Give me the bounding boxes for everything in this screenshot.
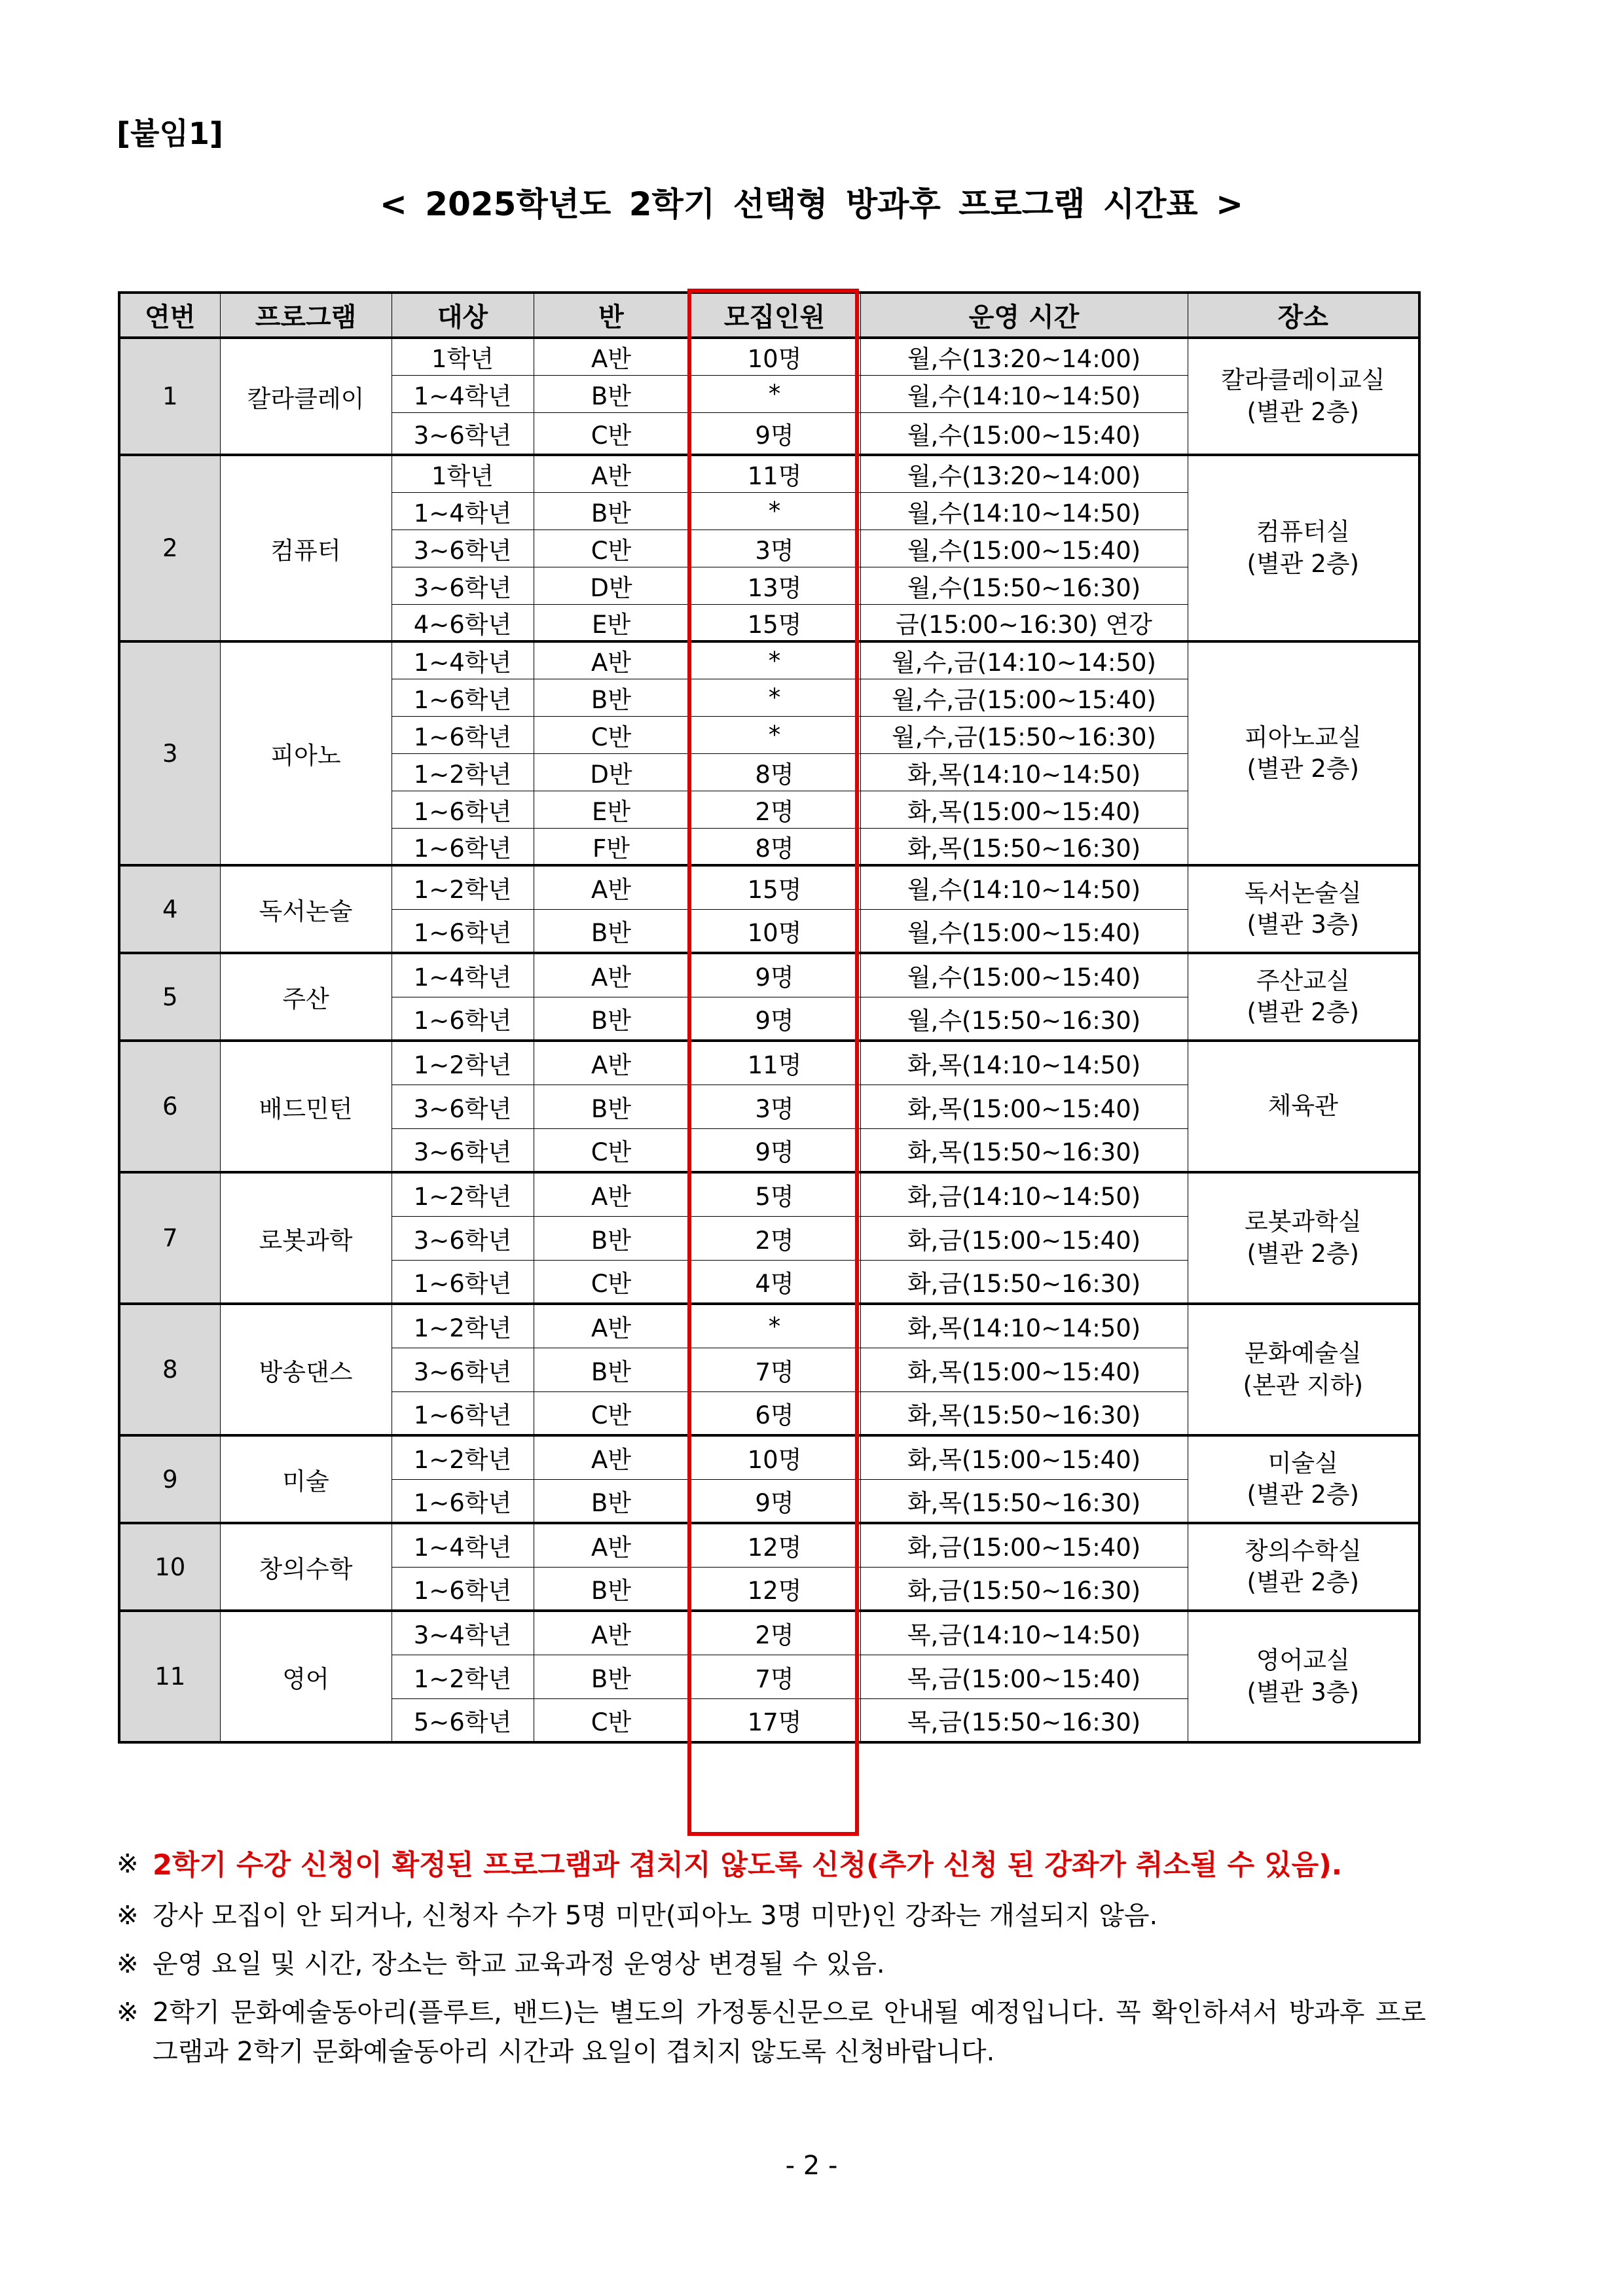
cell-place: 미술실 (별관 2층) bbox=[1188, 1435, 1419, 1523]
note-item bbox=[117, 1896, 1426, 1935]
header-cell-capacity: 모집인원 bbox=[689, 293, 860, 338]
cell-target: 1~6학년 bbox=[392, 679, 534, 716]
table-row bbox=[119, 455, 1419, 492]
cell-target: 1~2학년 bbox=[392, 1172, 534, 1216]
cell-target: 3~4학년 bbox=[392, 1611, 534, 1655]
cell-target: 1~2학년 bbox=[392, 1435, 534, 1479]
cell-class: A반 bbox=[534, 1523, 689, 1567]
cell-target: 1~6학년 bbox=[392, 909, 534, 953]
cell-place: 영어교실 (별관 3층) bbox=[1188, 1611, 1419, 1742]
cell-target: 4~6학년 bbox=[392, 604, 534, 641]
table-row bbox=[119, 1304, 1419, 1348]
cell-target: 1~6학년 bbox=[392, 1479, 534, 1523]
cell-time: 금(15:00~16:30) 연강 bbox=[860, 604, 1188, 641]
cell-class: E반 bbox=[534, 791, 689, 828]
cell-place: 창의수학실 (별관 2층) bbox=[1188, 1523, 1419, 1611]
cell-class: C반 bbox=[534, 1698, 689, 1742]
header-cell-no: 연번 bbox=[119, 293, 220, 338]
cell-capacity: 10명 bbox=[689, 338, 860, 375]
cell-time: 목,금(14:10~14:50) bbox=[860, 1611, 1188, 1655]
cell-capacity: 7명 bbox=[689, 1348, 860, 1391]
cell-time: 월,수(13:20~14:00) bbox=[860, 455, 1188, 492]
cell-place: 로봇과학실 (별관 2층) bbox=[1188, 1172, 1419, 1304]
cell-time: 월,수(15:00~15:40) bbox=[860, 953, 1188, 997]
cell-program: 창의수학 bbox=[220, 1523, 392, 1611]
attachment-label: [붙임1] bbox=[117, 116, 223, 151]
cell-target: 3~6학년 bbox=[392, 1348, 534, 1391]
cell-time: 목,금(15:50~16:30) bbox=[860, 1698, 1188, 1742]
cell-no: 5 bbox=[119, 953, 220, 1041]
cell-capacity: * bbox=[689, 679, 860, 716]
cell-class: A반 bbox=[534, 1304, 689, 1348]
cell-time: 화,금(15:00~15:40) bbox=[860, 1523, 1188, 1567]
cell-program: 영어 bbox=[220, 1611, 392, 1742]
cell-class: A반 bbox=[534, 865, 689, 909]
cell-program: 칼라클레이 bbox=[220, 338, 392, 455]
cell-no: 11 bbox=[119, 1611, 220, 1742]
cell-capacity: * bbox=[689, 1304, 860, 1348]
table-row bbox=[119, 1435, 1419, 1479]
cell-target: 1~6학년 bbox=[392, 1391, 534, 1435]
cell-no: 9 bbox=[119, 1435, 220, 1523]
page-title: < 2025학년도 2학기 선택형 방과후 프로그램 시간표 > bbox=[380, 185, 1243, 223]
cell-time: 월,수(14:10~14:50) bbox=[860, 492, 1188, 529]
cell-time: 화,목(14:10~14:50) bbox=[860, 1304, 1188, 1348]
cell-no: 1 bbox=[119, 338, 220, 455]
reference-mark-icon: ※ bbox=[117, 1849, 139, 1879]
cell-time: 월,수,금(15:00~15:40) bbox=[860, 679, 1188, 716]
cell-target: 1~6학년 bbox=[392, 828, 534, 865]
cell-class: B반 bbox=[534, 492, 689, 529]
cell-target: 1~2학년 bbox=[392, 1304, 534, 1348]
cell-time: 월,수,금(15:50~16:30) bbox=[860, 716, 1188, 753]
cell-capacity: 9명 bbox=[689, 412, 860, 455]
program-group bbox=[119, 338, 1419, 455]
cell-class: B반 bbox=[534, 1216, 689, 1260]
cell-target: 1~6학년 bbox=[392, 1567, 534, 1611]
cell-capacity: * bbox=[689, 492, 860, 529]
cell-capacity: 15명 bbox=[689, 865, 860, 909]
cell-no: 4 bbox=[119, 865, 220, 953]
cell-class: A반 bbox=[534, 1611, 689, 1655]
cell-capacity: 12명 bbox=[689, 1567, 860, 1611]
reference-mark-icon: ※ bbox=[117, 1948, 139, 1979]
schedule-table bbox=[118, 291, 1421, 1744]
cell-capacity: 9명 bbox=[689, 1128, 860, 1172]
cell-time: 화,목(15:50~16:30) bbox=[860, 1479, 1188, 1523]
program-group bbox=[119, 1611, 1419, 1742]
table-row bbox=[119, 953, 1419, 997]
note-text: 강사 모집이 안 되거나, 신청자 수가 5명 미만(피아노 3명 미만)인 강좌는 개설되지 않음. bbox=[153, 1900, 1158, 1931]
cell-target: 1학년 bbox=[392, 455, 534, 492]
cell-time: 월,수(13:20~14:00) bbox=[860, 338, 1188, 375]
table-row bbox=[119, 641, 1419, 679]
cell-class: A반 bbox=[534, 1435, 689, 1479]
cell-class: B반 bbox=[534, 909, 689, 953]
cell-capacity: 12명 bbox=[689, 1523, 860, 1567]
table-row bbox=[119, 1523, 1419, 1567]
cell-target: 1~4학년 bbox=[392, 492, 534, 529]
cell-time: 월,수(14:10~14:50) bbox=[860, 375, 1188, 412]
cell-time: 월,수(15:00~15:40) bbox=[860, 909, 1188, 953]
cell-program: 미술 bbox=[220, 1435, 392, 1523]
cell-place: 피아노교실 (별관 2층) bbox=[1188, 641, 1419, 865]
cell-program: 방송댄스 bbox=[220, 1304, 392, 1435]
cell-time: 월,수(15:00~15:40) bbox=[860, 412, 1188, 455]
cell-class: D반 bbox=[534, 567, 689, 604]
cell-capacity: 2명 bbox=[689, 1216, 860, 1260]
header-cell-place: 장소 bbox=[1188, 293, 1419, 338]
cell-class: B반 bbox=[534, 679, 689, 716]
cell-capacity: * bbox=[689, 375, 860, 412]
note-text: 2학기 수강 신청이 확정된 프로그램과 겹치지 않도록 신청(추가 신청 된 강좌가 취소될 수 있음). bbox=[153, 1849, 1343, 1882]
cell-capacity: 4명 bbox=[689, 1260, 860, 1304]
cell-class: A반 bbox=[534, 1172, 689, 1216]
cell-target: 1~4학년 bbox=[392, 641, 534, 679]
cell-class: B반 bbox=[534, 375, 689, 412]
cell-time: 화,목(15:50~16:30) bbox=[860, 1128, 1188, 1172]
cell-capacity: 3명 bbox=[689, 529, 860, 567]
cell-class: E반 bbox=[534, 604, 689, 641]
cell-class: B반 bbox=[534, 1348, 689, 1391]
cell-time: 화,금(15:50~16:30) bbox=[860, 1567, 1188, 1611]
cell-target: 3~6학년 bbox=[392, 529, 534, 567]
note-text: 2학기 문화예술동아리(플루트, 밴드)는 별도의 가정통신문으로 안내될 예정입니다. 꼭 확인하셔서 방과후 프로그램과 2학기 문화예술동아리 시간과 요일이 겹치지 않도록 신청바랍니다. bbox=[153, 1997, 1426, 2067]
cell-program: 로봇과학 bbox=[220, 1172, 392, 1304]
program-group bbox=[119, 1435, 1419, 1523]
cell-time: 화,목(15:00~15:40) bbox=[860, 1348, 1188, 1391]
cell-no: 3 bbox=[119, 641, 220, 865]
cell-capacity: 10명 bbox=[689, 1435, 860, 1479]
cell-class: A반 bbox=[534, 1041, 689, 1085]
cell-place: 체육관 bbox=[1188, 1041, 1419, 1172]
cell-time: 월,수,금(14:10~14:50) bbox=[860, 641, 1188, 679]
table-row bbox=[119, 1172, 1419, 1216]
cell-target: 3~6학년 bbox=[392, 1128, 534, 1172]
cell-capacity: 8명 bbox=[689, 753, 860, 791]
cell-capacity: * bbox=[689, 716, 860, 753]
program-group bbox=[119, 1304, 1419, 1435]
cell-target: 3~6학년 bbox=[392, 1085, 534, 1128]
cell-class: B반 bbox=[534, 1479, 689, 1523]
cell-capacity: 2명 bbox=[689, 791, 860, 828]
cell-class: B반 bbox=[534, 1655, 689, 1698]
cell-capacity: 9명 bbox=[689, 1479, 860, 1523]
cell-class: C반 bbox=[534, 529, 689, 567]
cell-no: 7 bbox=[119, 1172, 220, 1304]
cell-place: 컴퓨터실 (별관 2층) bbox=[1188, 455, 1419, 641]
table-row bbox=[119, 1611, 1419, 1655]
cell-time: 월,수(15:00~15:40) bbox=[860, 529, 1188, 567]
cell-time: 화,금(15:50~16:30) bbox=[860, 1260, 1188, 1304]
cell-time: 월,수(15:50~16:30) bbox=[860, 567, 1188, 604]
cell-class: F반 bbox=[534, 828, 689, 865]
program-group bbox=[119, 953, 1419, 1041]
cell-class: B반 bbox=[534, 1567, 689, 1611]
cell-class: C반 bbox=[534, 412, 689, 455]
cell-no: 2 bbox=[119, 455, 220, 641]
cell-time: 화,목(15:00~15:40) bbox=[860, 791, 1188, 828]
cell-class: C반 bbox=[534, 1260, 689, 1304]
cell-capacity: 7명 bbox=[689, 1655, 860, 1698]
table-row bbox=[119, 1041, 1419, 1085]
cell-target: 3~6학년 bbox=[392, 567, 534, 604]
cell-capacity: 5명 bbox=[689, 1172, 860, 1216]
cell-time: 화,금(15:00~15:40) bbox=[860, 1216, 1188, 1260]
header-cell-class: 반 bbox=[534, 293, 689, 338]
reference-mark-icon: ※ bbox=[117, 1900, 139, 1931]
cell-target: 1~6학년 bbox=[392, 716, 534, 753]
cell-target: 3~6학년 bbox=[392, 1216, 534, 1260]
table-row bbox=[119, 865, 1419, 909]
cell-target: 1~2학년 bbox=[392, 1655, 534, 1698]
note-text: 운영 요일 및 시간, 장소는 학교 교육과정 운영상 변경될 수 있음. bbox=[153, 1948, 885, 1979]
cell-time: 화,목(15:50~16:30) bbox=[860, 828, 1188, 865]
cell-no: 8 bbox=[119, 1304, 220, 1435]
cell-class: B반 bbox=[534, 1085, 689, 1128]
cell-capacity: 9명 bbox=[689, 953, 860, 997]
cell-no: 10 bbox=[119, 1523, 220, 1611]
cell-time: 화,목(15:50~16:30) bbox=[860, 1391, 1188, 1435]
cell-capacity: 2명 bbox=[689, 1611, 860, 1655]
cell-target: 1~6학년 bbox=[392, 997, 534, 1041]
table-header-row bbox=[119, 293, 1419, 338]
cell-capacity: 3명 bbox=[689, 1085, 860, 1128]
cell-program: 배드민턴 bbox=[220, 1041, 392, 1172]
note-item bbox=[117, 1945, 1426, 1984]
cell-target: 1~4학년 bbox=[392, 953, 534, 997]
cell-program: 피아노 bbox=[220, 641, 392, 865]
program-group bbox=[119, 1041, 1419, 1172]
cell-time: 월,수(15:50~16:30) bbox=[860, 997, 1188, 1041]
cell-place: 주산교실 (별관 2층) bbox=[1188, 953, 1419, 1041]
cell-time: 화,목(14:10~14:50) bbox=[860, 753, 1188, 791]
cell-target: 1학년 bbox=[392, 338, 534, 375]
cell-no: 6 bbox=[119, 1041, 220, 1172]
cell-capacity: 9명 bbox=[689, 997, 860, 1041]
table-row bbox=[119, 338, 1419, 375]
cell-capacity: 8명 bbox=[689, 828, 860, 865]
cell-time: 화,목(15:00~15:40) bbox=[860, 1085, 1188, 1128]
program-group bbox=[119, 1172, 1419, 1304]
program-group bbox=[119, 641, 1419, 865]
cell-class: C반 bbox=[534, 716, 689, 753]
cell-target: 1~6학년 bbox=[392, 791, 534, 828]
cell-class: A반 bbox=[534, 455, 689, 492]
cell-place: 문화예술실 (본관 지하) bbox=[1188, 1304, 1419, 1435]
reference-mark-icon: ※ bbox=[117, 1997, 139, 2028]
cell-target: 3~6학년 bbox=[392, 412, 534, 455]
cell-class: A반 bbox=[534, 641, 689, 679]
notes-section bbox=[117, 1844, 1426, 2081]
cell-time: 화,목(15:00~15:40) bbox=[860, 1435, 1188, 1479]
cell-class: A반 bbox=[534, 338, 689, 375]
cell-target: 1~4학년 bbox=[392, 1523, 534, 1567]
note-item bbox=[117, 1844, 1426, 1887]
header-cell-program: 프로그램 bbox=[220, 293, 392, 338]
cell-program: 주산 bbox=[220, 953, 392, 1041]
cell-capacity: 10명 bbox=[689, 909, 860, 953]
cell-target: 5~6학년 bbox=[392, 1698, 534, 1742]
cell-target: 1~2학년 bbox=[392, 865, 534, 909]
cell-capacity: * bbox=[689, 641, 860, 679]
cell-class: C반 bbox=[534, 1391, 689, 1435]
cell-time: 월,수(14:10~14:50) bbox=[860, 865, 1188, 909]
cell-class: A반 bbox=[534, 953, 689, 997]
cell-capacity: 11명 bbox=[689, 1041, 860, 1085]
header-cell-time: 운영 시간 bbox=[860, 293, 1188, 338]
program-group bbox=[119, 455, 1419, 641]
cell-time: 화,금(14:10~14:50) bbox=[860, 1172, 1188, 1216]
cell-target: 1~2학년 bbox=[392, 753, 534, 791]
cell-target: 1~2학년 bbox=[392, 1041, 534, 1085]
cell-target: 1~4학년 bbox=[392, 375, 534, 412]
page-number: - 2 - bbox=[785, 2151, 838, 2181]
program-group bbox=[119, 1523, 1419, 1611]
cell-capacity: 6명 bbox=[689, 1391, 860, 1435]
program-group bbox=[119, 865, 1419, 953]
cell-class: C반 bbox=[534, 1128, 689, 1172]
cell-program: 컴퓨터 bbox=[220, 455, 392, 641]
cell-time: 화,목(14:10~14:50) bbox=[860, 1041, 1188, 1085]
cell-class: B반 bbox=[534, 997, 689, 1041]
cell-capacity: 11명 bbox=[689, 455, 860, 492]
cell-capacity: 15명 bbox=[689, 604, 860, 641]
cell-class: D반 bbox=[534, 753, 689, 791]
note-item bbox=[117, 1993, 1426, 2072]
cell-place: 칼라클레이교실 (별관 2층) bbox=[1188, 338, 1419, 455]
cell-capacity: 17명 bbox=[689, 1698, 860, 1742]
cell-time: 목,금(15:00~15:40) bbox=[860, 1655, 1188, 1698]
cell-program: 독서논술 bbox=[220, 865, 392, 953]
header-cell-target: 대상 bbox=[392, 293, 534, 338]
cell-capacity: 13명 bbox=[689, 567, 860, 604]
cell-target: 1~6학년 bbox=[392, 1260, 534, 1304]
cell-place: 독서논술실 (별관 3층) bbox=[1188, 865, 1419, 953]
